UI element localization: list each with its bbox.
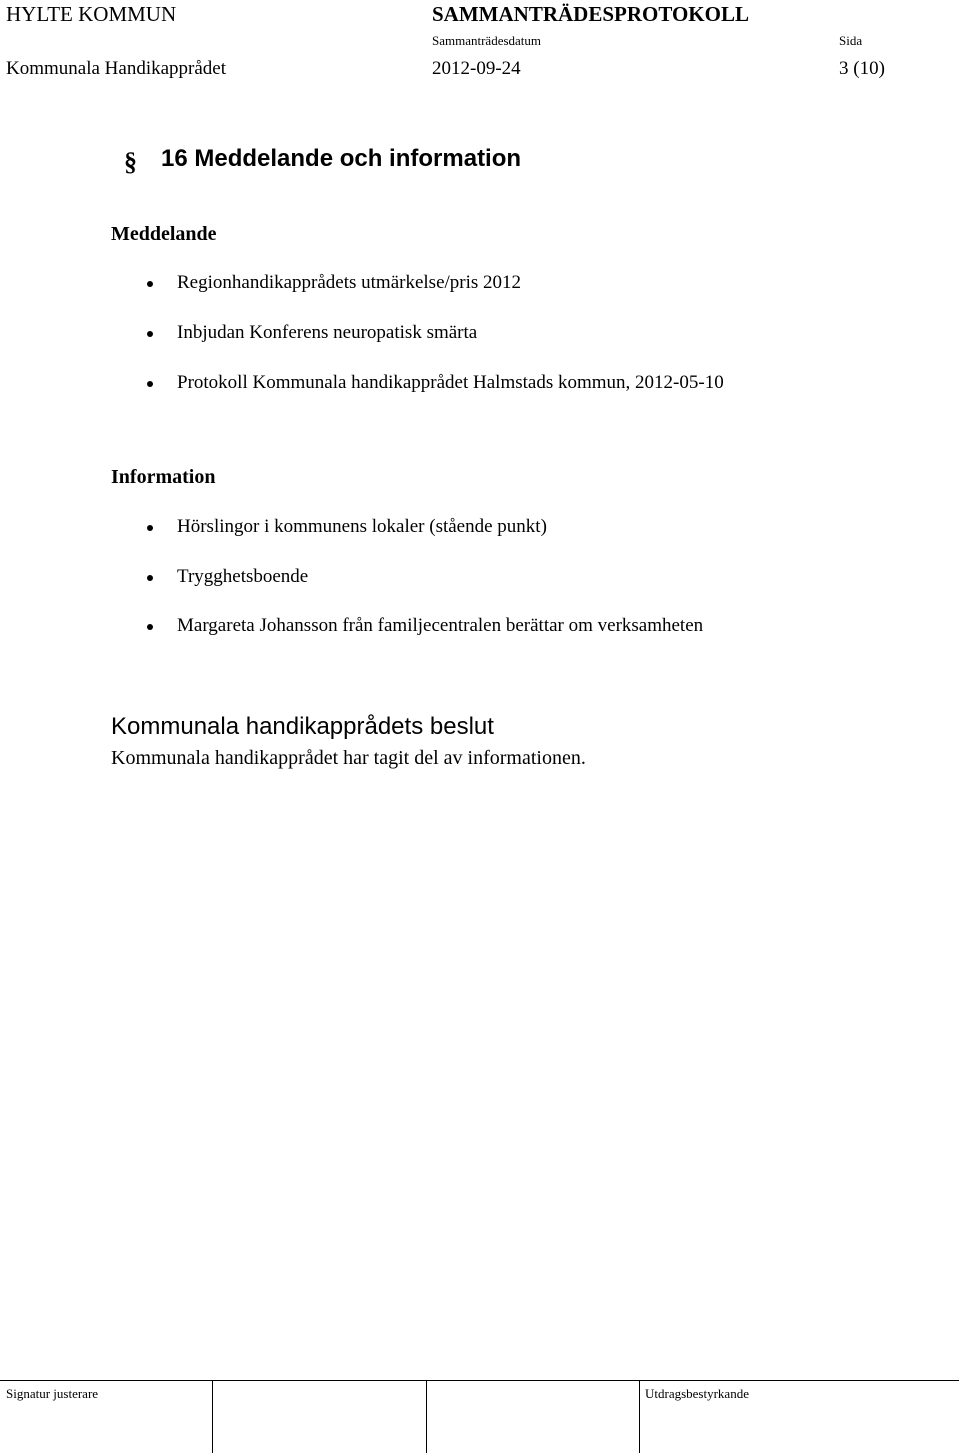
page-label: Sida xyxy=(839,33,863,48)
list-item-text: Protokoll Kommunala handikapprådet Halmstads kommun, 2012-05-10 xyxy=(177,372,724,393)
bullet-icon xyxy=(147,331,153,337)
bullet-icon xyxy=(147,575,153,581)
bullet-icon xyxy=(147,525,153,531)
decision-text: Kommunala handikapprådet har tagit del av informationen. xyxy=(111,747,586,769)
committee-name: Kommunala Handikapprådet xyxy=(6,58,227,79)
bullet-icon xyxy=(147,281,153,287)
list-item-text: Inbjudan Konferens neuropatisk smärta xyxy=(177,322,478,343)
signature-label: Signatur justerare xyxy=(6,1386,99,1401)
list-item-text: Regionhandikapprådets utmärkelse/pris 2012 xyxy=(177,272,522,293)
section-title: 16 Meddelande och information xyxy=(161,145,522,172)
meddelande-heading: Meddelande xyxy=(111,223,217,245)
list-item-text: Hörslingor i kommunens lokaler (stående punkt) xyxy=(177,516,547,537)
information-heading: Information xyxy=(111,466,216,488)
organization-name: HYLTE KOMMUN xyxy=(6,2,177,26)
extract-label: Utdragsbestyrkande xyxy=(645,1386,749,1401)
footer-divider xyxy=(426,1381,427,1453)
list-item-text: Margareta Johansson från familjecentralen berättar om verksamheten xyxy=(177,615,704,636)
footer-divider xyxy=(639,1381,640,1453)
footer-divider xyxy=(212,1381,213,1453)
document-type: SAMMANTRÄDESPROTOKOLL xyxy=(432,2,749,26)
section-mark: § xyxy=(124,147,137,176)
bullet-icon xyxy=(147,624,153,630)
bullet-icon xyxy=(147,381,153,387)
meeting-date: 2012-09-24 xyxy=(432,58,521,79)
list-item-text: Trygghetsboende xyxy=(177,566,309,587)
page-number: 3 (10) xyxy=(839,58,885,79)
meeting-date-label: Sammanträdesdatum xyxy=(432,33,542,48)
decision-heading: Kommunala handikapprådets beslut xyxy=(111,713,494,740)
signature-footer xyxy=(0,1380,959,1453)
